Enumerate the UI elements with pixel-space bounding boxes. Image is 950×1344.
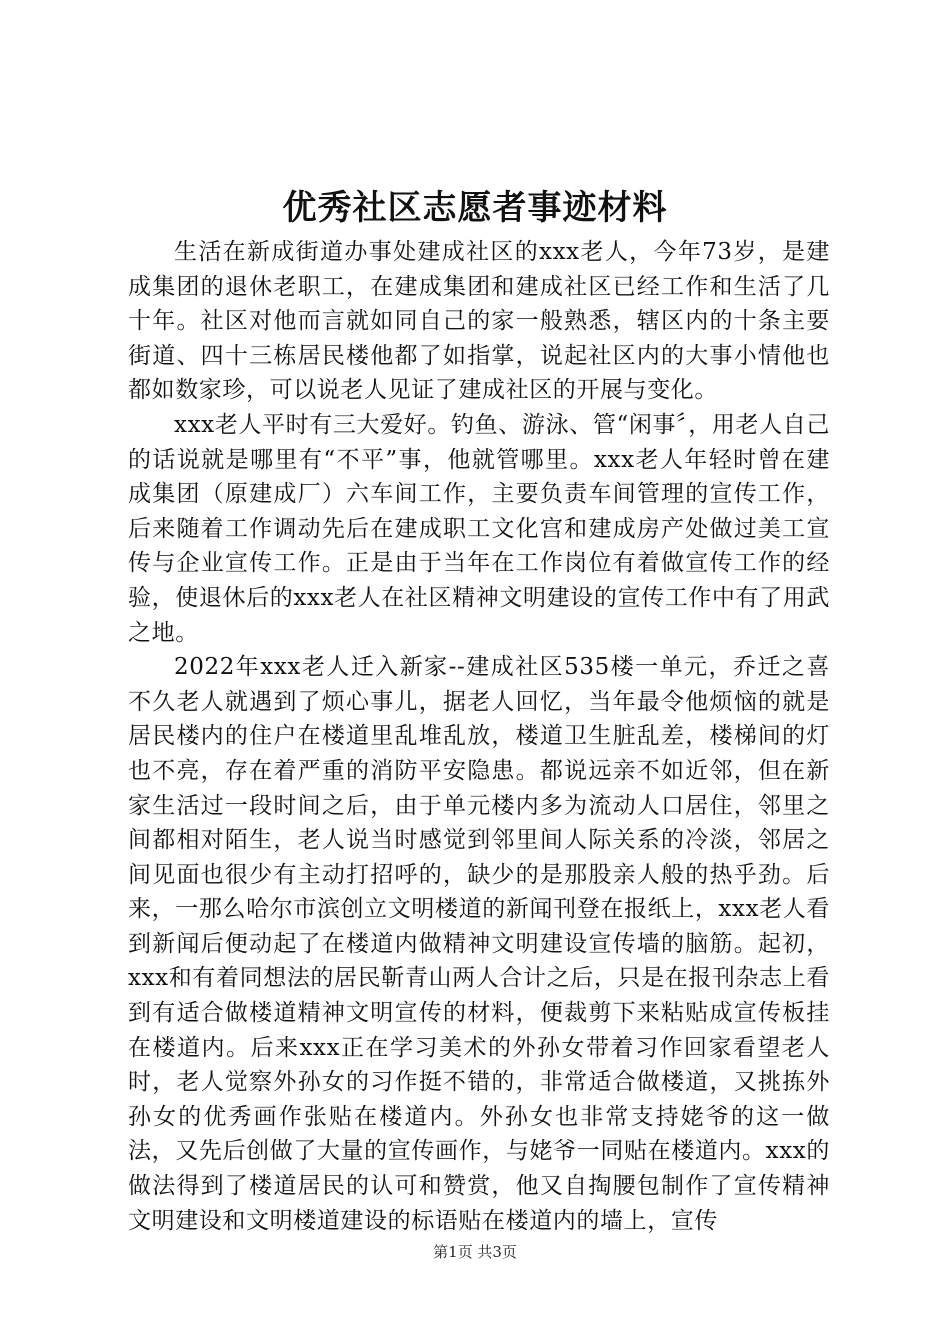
paragraph-2: xxx老人平时有三大爱好。钓鱼、游泳、管“闲事〞，用老人自己的话说就是哪里有“不平”事，他就管哪里。xxx老人年轻时曾在建成集团（原建成厂）六车间工作，主要负责车间管理的宣传工作，后来随着工作调动先后在建成职工文化宫和建成房产处做过美工宣传与企业宣传工作。正是由于当年在工作岗位有着做宣传工作的经验，使退休后的xxx老人在社区精神文明建设的宣传工作中有了用武之地。: [128, 411, 830, 646]
paragraph-1: 生活在新成街道办事处建成社区的xxx老人，今年73岁，是建成集团的退休老职工，在建成集团和建成社区已经工作和生活了几十年。社区对他而言就如同自己的家一般熟悉，辖区内的十条主要街道、四十三栋居民楼他都了如指掌，说起社区内的大事小情他也都如数家珍，可以说老人见证了建成社区的开展与变化。: [128, 239, 830, 404]
paragraph-3: 2022年xxx老人迁入新家--建成社区535楼一单元，乔迁之喜不久老人就遇到了烦心事儿，据老人回忆，当年最令他烦恼的就是居民楼内的住户在楼道里乱堆乱放，楼道卫生脏乱差，楼梯间的灯也不亮，存在着严重的消防平安隐患。都说远亲不如近邻，但在新家生活过一段时间之后，由于单元楼内多为流动人口居住，邻里之间都相对陌生，老人说当时感觉到邻里间人际关系的冷淡，邻居之间见面也很少有主动打招呼的，缺少的是那股亲人般的热乎劲。后来，一那么哈尔市滨创立文明楼道的新闻刊登在报纸上，xxx老人看到新闻后便动起了在楼道内做精神文明建设宣传墙的脑筋。起初，xxx和有着同想法的居民靳青山两人合计之后，只是在报刊杂志上看到有适合做楼道精神文明宣传的材料，便裁剪下来粘贴成宣传板挂在楼道内。后来xxx正在学习美术的外孙女带着习作回家看望老人时，老人觉察外孙女的习作挺不错的，非常适合做楼道，又挑拣外孙女的优秀画作张贴在楼道内。外孙女也非常支持姥爷的这一做法，又先后创做了大量的宣传画作，与姥爷一同贴在楼道内。xxx的做法得到了楼道居民的认可和赞赏，他又自掏腰包制作了宣传精神文明建设和文明楼道建设的标语贴在楼道内的墙上，宣传: [128, 654, 830, 1234]
page-footer: 第1页 共3页: [433, 1243, 517, 1261]
document-body: [128, 235, 830, 1238]
document-title: 优秀社区志愿者事迹材料: [282, 188, 668, 228]
